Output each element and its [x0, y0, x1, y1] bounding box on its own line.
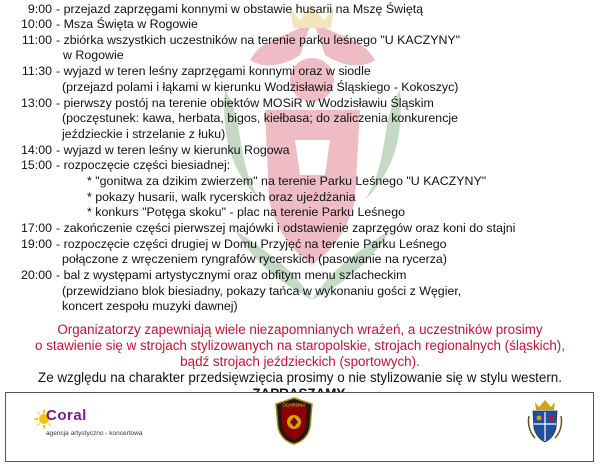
notice-line: Organizatorzy zapewniają wiele niezapomnianych wrażeń, a uczestników prosimy: [57, 322, 543, 337]
coral-logo: [33, 404, 143, 450]
schedule-row: 10:00 - Msza Święta w Rogowie: [20, 17, 198, 31]
schedule-row: 13:00 - pierwszy postój na terenie obiektów MOSiR w Wodzisławiu Śląskim: [20, 96, 434, 110]
western-notice: Ze względu na charakter przedsięwzięcia prosimy o nie stylizowanie się w stylu western.: [38, 370, 562, 385]
schedule-row-continued: połączone z wręczeniem ryngrafów rycerskich (pasowanie na rycerza): [62, 252, 447, 266]
schedule-subitem: * konkurs "Potęga skoku" - plac na terenie Parku Leśnego: [87, 205, 406, 219]
heraldic-crest-icon: [527, 398, 563, 444]
schedule-row-continued: w Rogowie: [63, 48, 124, 62]
schedule-row-continued: jeździeckie i strzelanie z łuku): [62, 127, 226, 141]
badge-label: OCHRONA: [282, 402, 306, 408]
schedule-row-continued: (przewidziano blok biesiadny, pokazy tańca w wykonaniu gości z Węgier,: [62, 284, 462, 298]
sponsor-footer: [5, 392, 594, 462]
notice-line: o stawienie się w strojach stylizowanych na staropolskie, strojach regionalnych (śląskich),: [35, 338, 565, 353]
schedule-row-continued: koncert zespołu muzyki dawnej): [62, 299, 238, 313]
schedule-row-continued: (poczęstunek: kawa, herbata, bigos, kiełbasa; do zaliczenia konkurencje: [62, 111, 459, 125]
schedule-subitem: * "gonitwa za dzikim zwierzem" na terenie Parku Leśnego "U KACZYNY": [87, 174, 487, 188]
schedule-row: 14:00 - wyjazd w teren leśny w kierunku Rogowa: [20, 143, 290, 157]
schedule-subitem: * pokazy husarii, walk rycerskich oraz ujeżdżania: [87, 190, 356, 204]
coral-tagline: agencja artystyczno - koncertowa: [46, 430, 143, 437]
schedule-row: 9:00 - przejazd zaprzęgami konnymi w obstawie husarii na Mszę Świętą: [27, 2, 424, 16]
notice-line: bądź strojach jeździeckich (sportowych).: [180, 354, 420, 369]
schedule-row: 20:00 - bal z występami artystycznymi oraz obfitym menu szlacheckim: [20, 268, 407, 282]
coral-name: Coral: [46, 407, 87, 424]
schedule-row: 17:00 - zakończenie części pierwszej majówki i odstawienie zaprzęgów oraz koni do stajni: [20, 221, 516, 235]
schedule-row-continued: (przejazd polami i łąkami w kierunku Wodzisławia Śląskiego - Kokoszyc): [62, 80, 459, 94]
security-badge-icon: [275, 397, 313, 445]
schedule-row: 15:00 - rozpoczęcie części biesiadnej:: [20, 158, 231, 172]
schedule-row: 19:00 - rozpoczęcie części drugiej w Domu Przyjęć na terenie Parku Leśnego: [20, 237, 447, 251]
schedule-row: 11:30 - wyjazd w teren leśny zaprzęgami konnymi oraz w siodle: [21, 64, 371, 78]
schedule-row: 11:00 - zbiórka wszystkich uczestników na terenie parku leśnego "U KACZYNY": [21, 33, 461, 47]
